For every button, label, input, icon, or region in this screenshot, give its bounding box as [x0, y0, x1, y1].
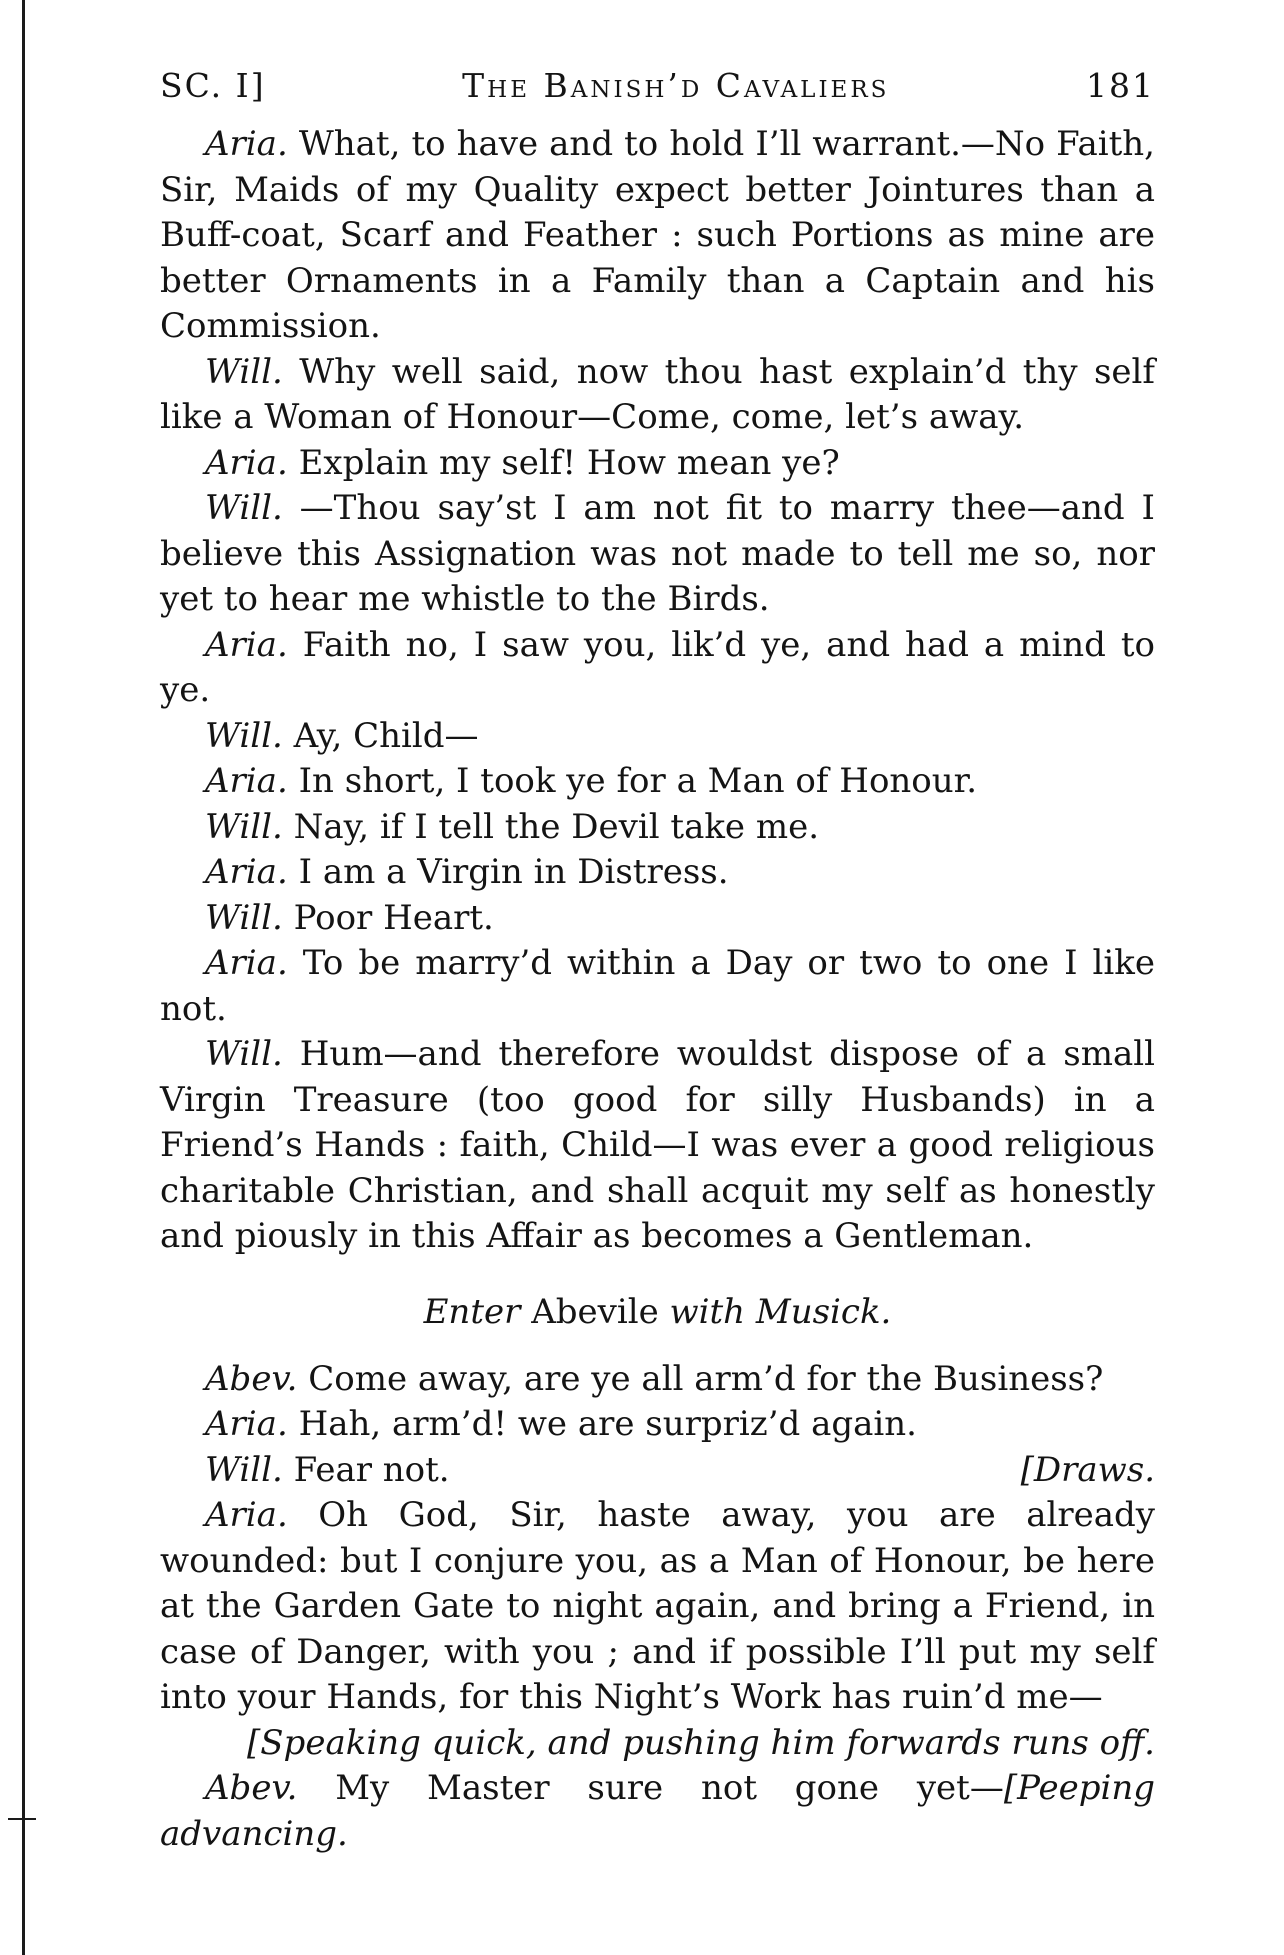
speech-text: Faith no, I saw you, lik’d ye, and had a mind to ye.: [160, 624, 1155, 710]
speech: [160, 486, 1155, 623]
speech: [160, 1402, 1155, 1448]
speech-text: To be marry’d within a Day or two to one I like not.: [160, 943, 1156, 1029]
speech: [160, 714, 1155, 760]
dialogue-block-1: [160, 122, 1155, 1260]
speaker: Aria.: [205, 943, 288, 983]
speech-text: Hah, arm’d! we are surpriz’d again.: [298, 1404, 917, 1444]
speech-text: Poor Heart.: [293, 897, 494, 938]
speaker: Will.: [205, 488, 283, 528]
speech: [160, 941, 1155, 1032]
speech-text: Come away, are ye all arm’d for the Business?: [308, 1358, 1104, 1399]
speech: [160, 441, 1155, 487]
speaker: Aria.: [205, 1404, 288, 1444]
speaker: Will.: [205, 1449, 283, 1490]
speech: [160, 1766, 1155, 1857]
entrance-rest: with Musick.: [669, 1291, 892, 1332]
stage-direction-exit: [Speaking quick, and pushing him forwards runs off.: [247, 1722, 1155, 1763]
speech: [160, 850, 1155, 896]
speaker: Abev.: [205, 1768, 298, 1808]
binding-edge: [22, 0, 25, 1955]
stage-direction: [Peeping advancing.: [160, 1768, 1156, 1854]
speech-text: In short, I took ye for a Man of Honour.: [298, 761, 978, 801]
speech-text: Why well said, now thou hast explain’d thy self like a Woman of Honour—Come, come, let’s away.: [160, 351, 1156, 437]
page: [160, 66, 1155, 1857]
page-number: 181: [1085, 66, 1155, 105]
speaker: Aria.: [205, 852, 288, 892]
speech-text: Hum—and therefore wouldst dispose of a small Virgin Treasure (too good for silly Husbands) in a Friend’s Hands : faith, Child—I was ever a good religious charitable Christian, and shall acquit my self as honestly and piously in this Affair as becomes a Gentleman.: [160, 1034, 1155, 1256]
speech-text: —Thou say’st I am not fit to marry thee—and I believe this Assignation was not made to tell me so, nor yet to hear me whistle to the Birds.: [160, 488, 1155, 619]
speaker: Will.: [205, 351, 283, 392]
dialogue-block-2: [160, 1357, 1155, 1858]
speaker: Aria.: [205, 624, 288, 665]
speech: [160, 805, 1155, 851]
speaker: Will.: [205, 1034, 283, 1074]
speech-text: Fear not.: [293, 1449, 450, 1490]
speech: [160, 759, 1155, 805]
speaker: Will.: [205, 715, 283, 756]
speaker: Aria.: [205, 124, 288, 164]
speech-text: Nay, if I tell the Devil take me.: [293, 806, 820, 847]
speech: [160, 1357, 1155, 1403]
stage-direction: [Draws.: [1020, 1449, 1155, 1490]
speech-text: Ay, Child—: [293, 715, 479, 756]
speech-text: Oh God, Sir, haste away, you are already wounded: but I conjure you, as a Man of Honour, be here at the Garden Gate to night again, and bring a Friend, in case of Danger, with you ; and if possible I’ll put my self into your Hands, for this Night’s Work has ruin’d me—: [160, 1495, 1155, 1717]
speech: [160, 896, 1155, 942]
running-head: [160, 66, 1155, 122]
speech: [160, 1032, 1155, 1260]
speaker: Aria.: [205, 1495, 288, 1535]
speaker: Will.: [205, 897, 283, 938]
entrance-enter: Enter: [423, 1291, 521, 1332]
speech-text: My Master sure not gone yet—: [335, 1768, 1004, 1808]
binding-mark: [8, 1818, 36, 1820]
speech: [160, 350, 1155, 441]
speaker: Aria.: [205, 442, 288, 483]
running-title: The Banish’d Cavaliers: [462, 66, 890, 105]
speaker: Will.: [205, 806, 283, 847]
entrance-name: Abevile: [531, 1291, 659, 1332]
speech: [160, 1493, 1155, 1721]
speech: [160, 122, 1155, 350]
speech: [160, 623, 1155, 714]
scene-label: SC. I]: [160, 66, 266, 105]
speech-text: Explain my self! How mean ye?: [298, 442, 840, 483]
speaker: Aria.: [205, 761, 288, 801]
speaker: Abev.: [205, 1358, 298, 1399]
stage-direction-entrance: [160, 1290, 1155, 1335]
speech-text: I am a Virgin in Distress.: [298, 852, 729, 892]
speech: [160, 1448, 1155, 1494]
speech-text: What, to have and to hold I’ll warrant.—No Faith, Sir, Maids of my Quality expect better Jointures than a Buff-coat, Scarf and Feather : such Portions as mine are better Ornaments in a Family than a Captain and his Commission.: [160, 124, 1155, 346]
